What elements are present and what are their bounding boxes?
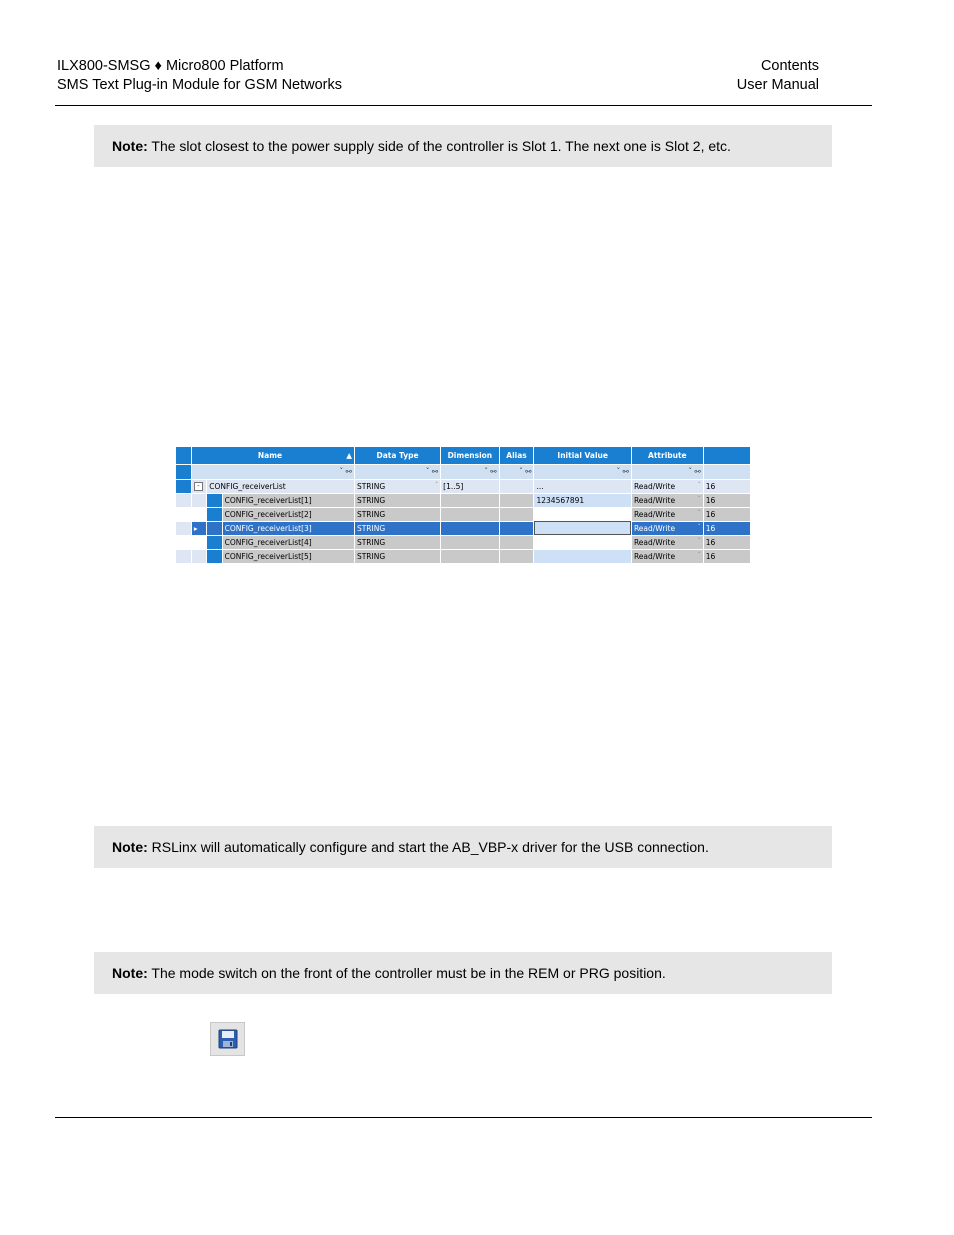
col-dimension[interactable]: Dimension [441,447,499,464]
section-name: Contents [760,58,819,74]
row-pointer-icon: ▸ [193,523,198,533]
var-attribute[interactable]: Read/Write ˇ [631,549,703,563]
filter-attribute[interactable]: ˇ ⚯ [631,464,703,479]
var-name[interactable]: CONFIG_receiverList[5] [222,549,354,563]
doc-subtitle: SMS Text Plug-in Module for GSM Networks [57,77,342,93]
header-right [737,57,819,95]
var-size: 16 [703,493,750,507]
filter-dimension[interactable]: ˇ ⚯ [441,464,499,479]
variable-table [176,447,751,564]
var-initial[interactable]: ... [534,479,631,493]
note-text: The mode switch on the front of the controller must be in the REM or PRG position. [151,965,666,981]
var-size: 16 [703,535,750,549]
col-initial-value[interactable]: Initial Value [534,447,631,464]
var-initial[interactable] [534,507,631,521]
var-alias[interactable] [499,479,534,493]
var-size: 16 [703,521,750,535]
header-left [57,57,342,95]
header-rule [55,105,872,106]
filter-row [176,464,751,479]
var-type[interactable]: STRING ˇ [354,479,440,493]
var-attribute[interactable]: Read/Write ˇ [631,535,703,549]
var-size: 16 [703,507,750,521]
note-box-slot [94,125,832,167]
var-attribute[interactable]: Read/Write ˇ [631,479,703,493]
note-box-rslinx [94,826,832,868]
manual-name: User Manual [736,77,819,93]
filter-name[interactable]: ˇ ⚯ [191,464,354,479]
var-type[interactable]: STRING [354,535,440,549]
var-initial[interactable] [534,535,631,549]
var-attribute[interactable]: Read/Write ˇ [631,493,703,507]
var-name[interactable]: CONFIG_receiverList[1] [222,493,354,507]
doc-title: ILX800-SMSG ♦ Micro800 Platform [57,58,284,74]
table-header-row [176,447,751,464]
filter-initial[interactable]: ˇ ⚯ [534,464,631,479]
var-type[interactable]: STRING [354,493,440,507]
var-attribute[interactable]: Read/Write ˇ [631,521,703,535]
var-initial-editor[interactable] [534,521,631,535]
table-row-parent[interactable] [176,479,751,493]
note-text: The slot closest to the power supply side of the controller is Slot 1. The next one is Slot 2, etc. [151,138,731,154]
table-row[interactable] [176,507,751,521]
col-alias[interactable]: Alias [499,447,534,464]
col-attribute[interactable]: Attribute [631,447,703,464]
table-row-selected[interactable] [176,521,751,535]
var-initial[interactable]: 1234567891 [534,493,631,507]
note-box-mode-switch [94,952,832,994]
note-label: Note: [112,839,148,855]
var-name[interactable]: CONFIG_receiverList[4] [222,535,354,549]
var-type[interactable]: STRING [354,507,440,521]
note-label: Note: [112,965,148,981]
var-type[interactable]: STRING [354,549,440,563]
var-name[interactable]: CONFIG_receiverList[2] [222,507,354,521]
note-text: RSLinx will automatically configure and start the AB_VBP-x driver for the USB connection. [151,839,709,855]
col-string-size[interactable] [703,447,750,464]
filter-type[interactable]: ˇ ⚯ [354,464,440,479]
floppy-disk-save-icon [210,1022,245,1056]
table-row[interactable] [176,493,751,507]
var-initial[interactable] [534,549,631,563]
var-dimension[interactable]: [1..5] [441,479,499,493]
table-row[interactable] [176,535,751,549]
table-row[interactable] [176,549,751,563]
footer-rule [55,1117,872,1118]
var-name[interactable]: CONFIG_receiverList[3] [222,521,354,535]
col-data-type[interactable]: Data Type [354,447,440,464]
var-size: 16 [703,549,750,563]
row-header-corner [176,447,191,464]
collapse-icon[interactable]: - [194,482,203,491]
col-name[interactable]: Name ▲ [191,447,354,464]
var-type[interactable]: STRING [354,521,440,535]
filter-alias[interactable]: ˇ ⚯ [499,464,534,479]
var-attribute[interactable]: Read/Write ˇ [631,507,703,521]
var-name[interactable]: CONFIG_receiverList [207,479,355,493]
var-size: 16 [703,479,750,493]
note-label: Note: [112,138,148,154]
